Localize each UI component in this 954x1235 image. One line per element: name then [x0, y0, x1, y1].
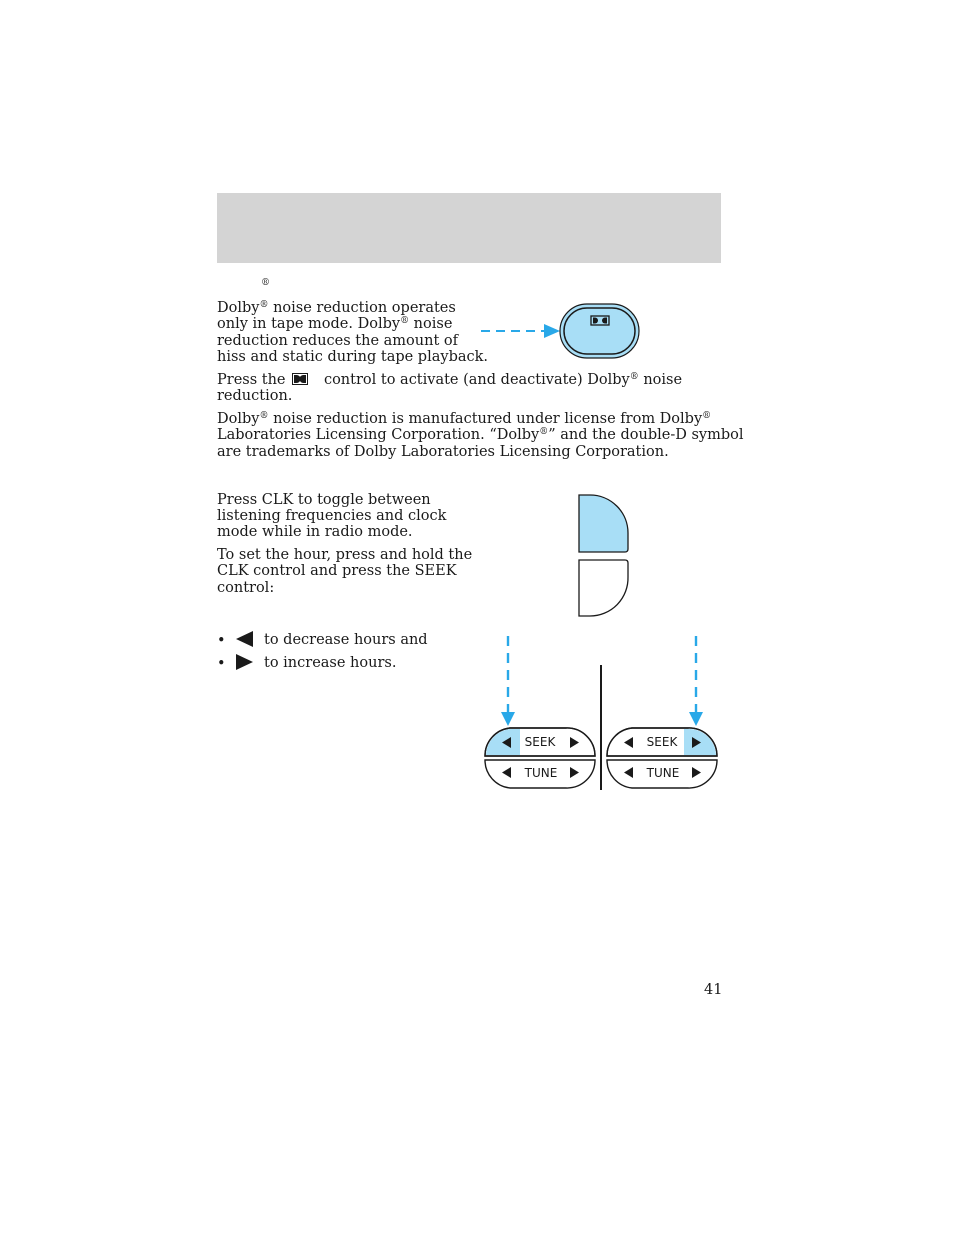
- header-reg-mark: ®: [261, 278, 270, 288]
- seek-right-pointer-arrowhead: [689, 712, 703, 726]
- dolby-intro-line-4: hiss and static during tape playback.: [217, 349, 489, 365]
- header-band: [217, 193, 721, 263]
- dolby-intro-line-1: Dolby® noise reduction operates: [217, 300, 456, 316]
- seek-tune-illustration: [480, 630, 724, 796]
- bullet-increase-marker: •: [217, 656, 226, 672]
- dolby-license-line-1: Dolby® noise reduction is manufactured under license from Dolby®: [217, 411, 712, 427]
- seek-left-label: SEEK: [524, 735, 556, 749]
- clk-button-upper: [579, 495, 628, 552]
- clock-toggle-line-1: Press CLK to toggle between: [217, 492, 431, 508]
- double-d-inline-icon: [292, 373, 308, 385]
- seek-button-left: [485, 728, 595, 756]
- clock-set-line-3: control:: [217, 580, 275, 596]
- dolby-button: [564, 308, 635, 354]
- clk-button-illustration: [574, 490, 634, 622]
- seek-right-label: SEEK: [646, 735, 678, 749]
- right-arrow-icon: [235, 654, 255, 670]
- seek-button-right: [607, 728, 717, 756]
- seek-left-pointer-arrowhead: [501, 712, 515, 726]
- clock-set-line-2: CLK control and press the SEEK: [217, 563, 457, 579]
- clk-button-lower: [579, 560, 628, 616]
- bullet-increase-text: to increase hours.: [264, 655, 397, 671]
- bullet-decrease-text: to decrease hours and: [264, 632, 428, 648]
- page-number: 41: [704, 982, 723, 998]
- tune-right-label: TUNE: [646, 766, 680, 780]
- tune-button-left: [485, 760, 595, 788]
- tune-button-right: [607, 760, 717, 788]
- left-arrow-icon: [235, 631, 255, 647]
- clock-set-line-1: To set the hour, press and hold the: [217, 547, 473, 563]
- dolby-license-line-2: Laboratories Licensing Corporation. “Dolby®” and the double-D symbol: [217, 427, 744, 443]
- clock-toggle-line-3: mode while in radio mode.: [217, 524, 413, 540]
- dolby-license-line-3: are trademarks of Dolby Laboratories Licensing Corporation.: [217, 444, 669, 460]
- bullet-decrease-marker: •: [217, 633, 226, 649]
- dolby-button-illustration: [478, 300, 644, 362]
- dolby-intro-line-3: reduction reduces the amount of: [217, 333, 458, 349]
- dolby-pointer-arrowhead: [544, 324, 560, 338]
- dolby-press-line-2: reduction.: [217, 388, 293, 404]
- dolby-press-line-1: Press the control to activate (and deactivate) Dolby® noise: [217, 372, 683, 388]
- clock-toggle-line-2: listening frequencies and clock: [217, 508, 447, 524]
- dolby-intro-line-2: only in tape mode. Dolby® noise: [217, 316, 453, 332]
- tune-left-label: TUNE: [524, 766, 558, 780]
